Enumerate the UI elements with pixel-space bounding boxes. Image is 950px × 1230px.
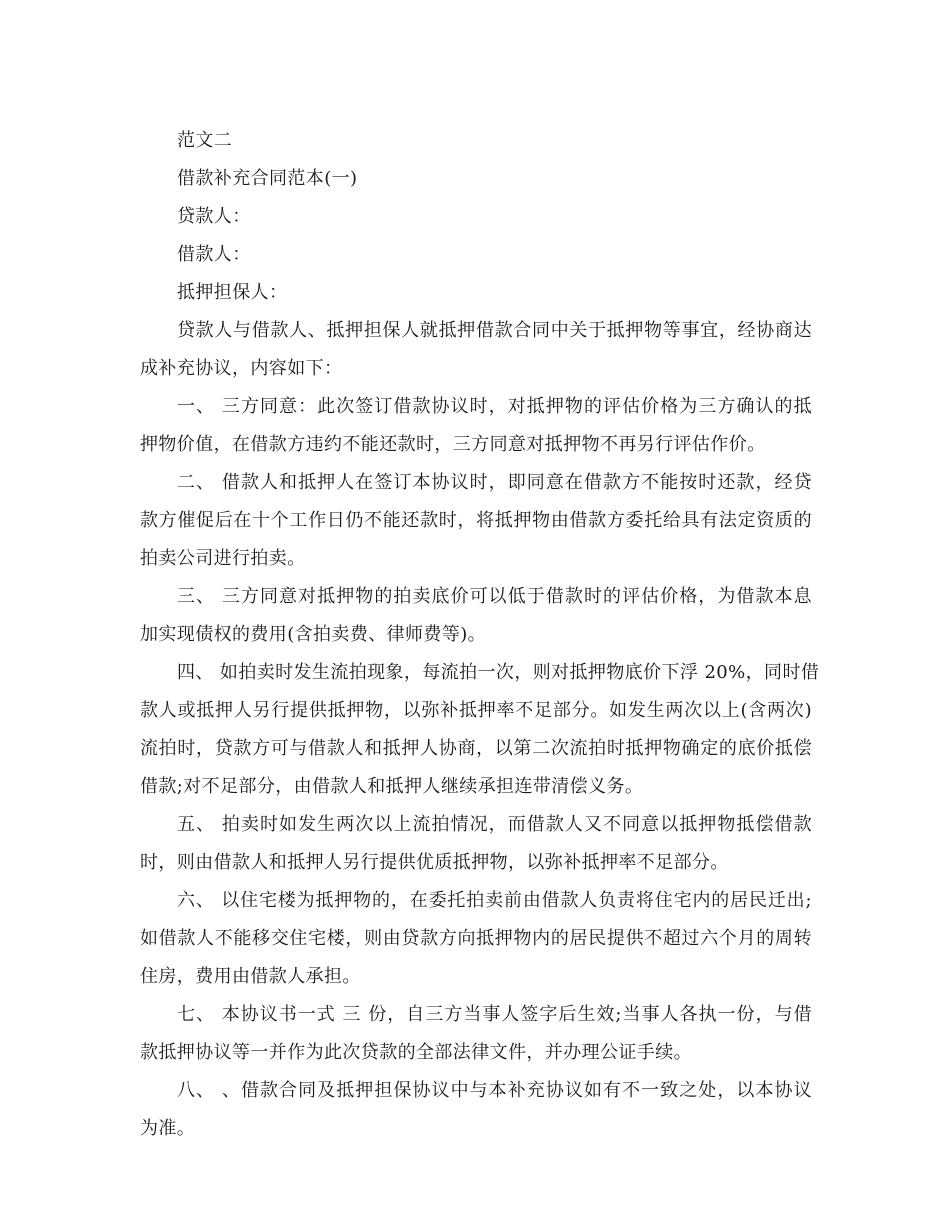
- clause-2-line: 二、 借款人和抵押人在签订本协议时，即同意在借款方不能按时还款，经贷: [177, 472, 812, 493]
- clause-2-line: 拍卖公司进行拍卖。: [140, 548, 306, 569]
- clause-5-line: 五、 拍卖时如发生两次以上流拍情况，而借款人又不同意以抵押物抵偿借款: [177, 814, 812, 835]
- party-guarantor: 抵押担保人：: [177, 282, 288, 303]
- clause-6-line: 如借款人不能移交住宅楼，则由贷款方向抵押物内的居民提供不超过六个月的周转: [140, 928, 812, 949]
- party-lender: 贷款人：: [177, 206, 251, 227]
- clause-2-line: 款方催促后在十个工作日仍不能还款时，将抵押物由借款方委托给具有法定资质的: [140, 510, 812, 531]
- clause-1-line: 押物价值，在借款方违约不能还款时，三方同意对抵押物不再另行评估作价。: [140, 434, 766, 455]
- clause-6-line: 住房，费用由借款人承担。: [140, 966, 361, 987]
- clause-4-line: 借款;对不足部分，由借款人和抵押人继续承担连带清偿义务。: [140, 776, 644, 797]
- clause-6-line: 六、 以住宅楼为抵押物的，在委托拍卖前由借款人负责将住宅内的居民迁出;: [177, 890, 812, 911]
- clause-1-line: 一、 三方同意：此次签订借款协议时，对抵押物的评估价格为三方确认的抵: [177, 396, 812, 417]
- clause-4-line: 款人或抵押人另行提供抵押物，以弥补抵押率不足部分。如发生两次以上(含两次): [140, 700, 812, 721]
- document-title: 借款补充合同范本(一): [177, 168, 358, 189]
- clause-4-line: 四、 如拍卖时发生流拍现象，每流拍一次，则对抵押物底价下浮 20%，同时借: [177, 662, 820, 683]
- clause-8-line: 八、 、借款合同及抵押担保协议中与本补充协议如有不一致之处，以本协议: [177, 1080, 812, 1101]
- clause-3-line: 加实现债权的费用(含拍卖费、律师费等)。: [140, 624, 487, 645]
- clause-7-line: 七、 本协议书一式 三 份，自三方当事人签字后生效;当事人各执一份，与借: [177, 1004, 812, 1025]
- clause-7-line: 款抵押协议等一并作为此次贷款的全部法律文件，并办理公证手续。: [140, 1042, 692, 1063]
- clause-4-line: 流拍时，贷款方可与借款人和抵押人协商，以第二次流拍时抵押物确定的底价抵偿: [140, 738, 812, 759]
- document-heading: 范文二: [177, 130, 233, 151]
- document-body: [140, 122, 820, 1148]
- intro-line: 成补充协议，内容如下：: [140, 358, 343, 379]
- party-borrower: 借款人：: [177, 244, 251, 265]
- clause-5-line: 时，则由借款人和抵押人另行提供优质抵押物，以弥补抵押率不足部分。: [140, 852, 729, 873]
- clause-3-line: 三、 三方同意对抵押物的拍卖底价可以低于借款时的评估价格，为借款本息: [177, 586, 812, 607]
- intro-line: 贷款人与借款人、抵押担保人就抵押借款合同中关于抵押物等事宜，经协商达: [177, 320, 812, 341]
- clause-8-line: 为准。: [140, 1118, 196, 1139]
